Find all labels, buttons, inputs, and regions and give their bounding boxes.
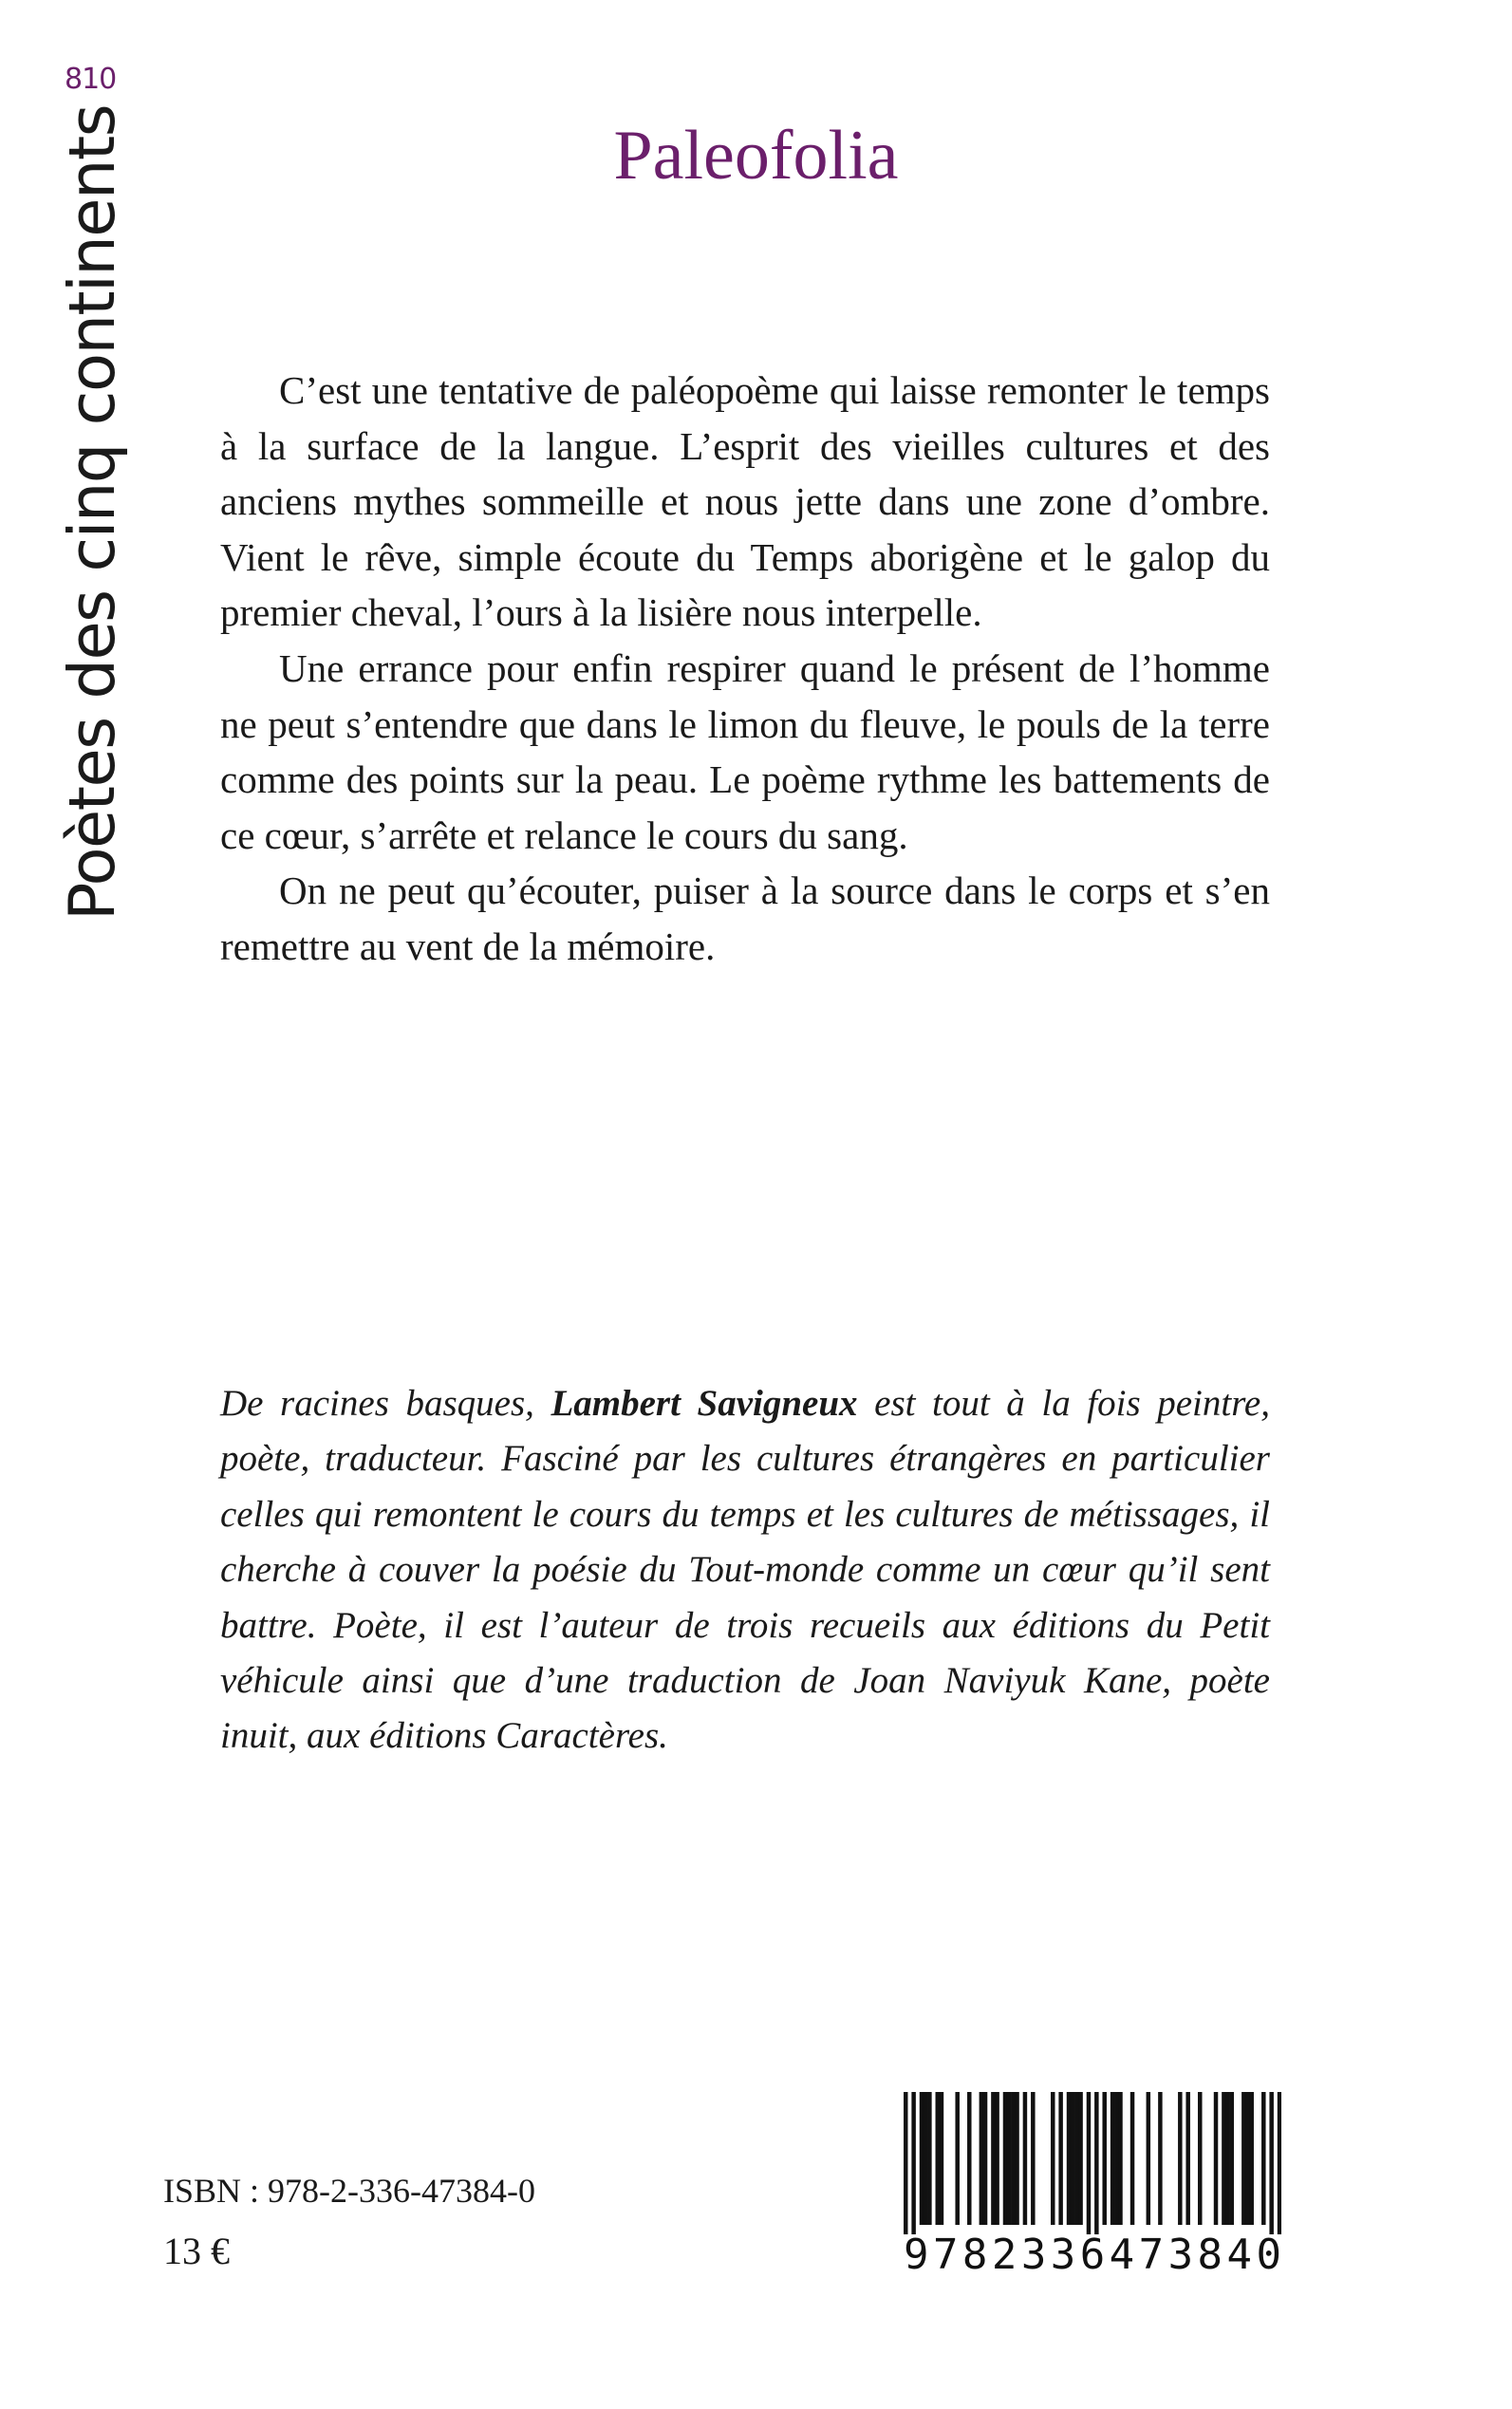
barcode-bar	[904, 2092, 907, 2234]
blurb	[220, 363, 1270, 975]
barcode-digit: 2	[991, 2231, 1017, 2279]
author-bio	[220, 1376, 1270, 1765]
barcode-bar	[1007, 2092, 1011, 2225]
barcode-bar	[1111, 2092, 1114, 2225]
barcode-bar	[1078, 2092, 1082, 2225]
barcode-bar	[1178, 2092, 1182, 2225]
barcode-bar	[1158, 2092, 1162, 2225]
barcode-bar	[1222, 2092, 1225, 2225]
barcode-digit: 7	[932, 2231, 959, 2279]
barcode-bar	[1249, 2092, 1253, 2225]
barcode-digit: 7	[1138, 2231, 1165, 2279]
barcode-digit: 8	[1197, 2231, 1223, 2279]
author-bio-text: est tout à la fois peintre, poète, traducteur. Fasciné par les cultures étrangères en particulier celles qui remontent le cours du temps et les cultures de métissages, il cherche à couver la poésie du Tout-monde comme un cœur qu’il sent battre. Poète, il est l’auteur de trois recueils aux éditions du Petit véhicule ainsi que d’une traduction de Joan Naviyuk Kane, poète inuit, aux éditions Caractères.	[220, 1383, 1270, 1757]
barcode-bar	[1185, 2092, 1189, 2225]
barcode-digit: 4	[1226, 2231, 1252, 2279]
barcode-bar	[1074, 2092, 1078, 2225]
series-number: 810	[65, 63, 117, 96]
barcode-bar	[1114, 2092, 1118, 2225]
blurb-paragraph: C’est une tentative de paléopoème qui laisse remonter le temps à la surface de la langue. L’esprit des vieilles cultures et des anciens mythes sommeille et nous jette dans une zone d’ombre. Vient le rêve, simple écoute du Temps aborigène et le galop du premier cheval, l’ours à la lisière nous interpelle.	[220, 368, 1270, 635]
barcode-bar	[967, 2092, 971, 2225]
barcode-bar	[1198, 2092, 1202, 2225]
barcode-bar	[927, 2092, 931, 2225]
barcode-bar	[1261, 2092, 1265, 2225]
barcode-bar	[936, 2092, 940, 2225]
series-name: Poètes des cinq continents	[55, 104, 129, 921]
barcode-bar	[1230, 2092, 1234, 2225]
barcode-bar	[1094, 2092, 1098, 2234]
barcode-bar	[1031, 2092, 1035, 2225]
barcode-bar	[1067, 2092, 1071, 2225]
barcode-bar	[1071, 2092, 1074, 2225]
barcode-bar	[1269, 2092, 1273, 2234]
barcode-bar	[1003, 2092, 1007, 2225]
barcode-bar	[1051, 2092, 1055, 2225]
barcode-bar	[995, 2092, 999, 2225]
barcode-bar	[1147, 2092, 1150, 2225]
barcode-bar	[920, 2092, 924, 2225]
barcode-bar	[1278, 2092, 1281, 2234]
barcode-bar	[1241, 2092, 1245, 2225]
barcode-digit: 3	[1167, 2231, 1194, 2279]
barcode-digit: 6	[1079, 2231, 1106, 2279]
blurb-paragraph: On ne peut qu’écouter, puiser à la source dans le corps et s’en remettre au vent de la mémoire.	[220, 868, 1270, 968]
barcode-bar	[980, 2092, 983, 2225]
barcode-bar	[1058, 2092, 1062, 2225]
book-title: Paleofolia	[613, 117, 899, 195]
barcode-digit: 3	[1020, 2231, 1047, 2279]
barcode-bar	[1087, 2092, 1091, 2234]
barcode-bar	[1023, 2092, 1027, 2225]
barcode-digit: 4	[1109, 2231, 1135, 2279]
barcode-bar	[955, 2092, 959, 2225]
barcode	[904, 2092, 1281, 2289]
barcode-bar	[924, 2092, 927, 2225]
barcode-bar	[1214, 2092, 1218, 2225]
author-name: Lambert Savigneux	[551, 1383, 858, 1424]
barcode-bar	[983, 2092, 987, 2225]
barcode-bar	[1245, 2092, 1249, 2225]
barcode-digit: 9	[904, 2231, 929, 2279]
barcode-bar	[1118, 2092, 1122, 2225]
barcode-bar	[1225, 2092, 1229, 2225]
barcode-bar	[1015, 2092, 1018, 2225]
barcode-bar	[1102, 2092, 1106, 2225]
barcode-bar	[991, 2092, 995, 2225]
barcode-digit: 3	[1050, 2231, 1076, 2279]
blurb-paragraph: Une errance pour enfin respirer quand le présent de l’homme ne peut s’entendre que dans le limon du fleuve, le pouls de la terre comme des points sur la peau. Le poème rythme les battements de ce cœur, s’arrête et relance le cours du sang.	[220, 645, 1270, 857]
barcode-digit: 0	[1256, 2231, 1281, 2279]
price: 13 €	[163, 2230, 230, 2272]
barcode-bar	[911, 2092, 915, 2234]
barcode-bar	[940, 2092, 943, 2225]
barcode-bars	[904, 2092, 1281, 2234]
isbn: ISBN : 978-2-336-47384-0	[163, 2172, 535, 2210]
barcode-digit: 8	[961, 2231, 988, 2279]
barcode-bar	[1130, 2092, 1134, 2225]
author-bio-intro: De racines basques,	[220, 1383, 551, 1424]
barcode-digits	[904, 2231, 1281, 2279]
barcode-bar	[1011, 2092, 1015, 2225]
